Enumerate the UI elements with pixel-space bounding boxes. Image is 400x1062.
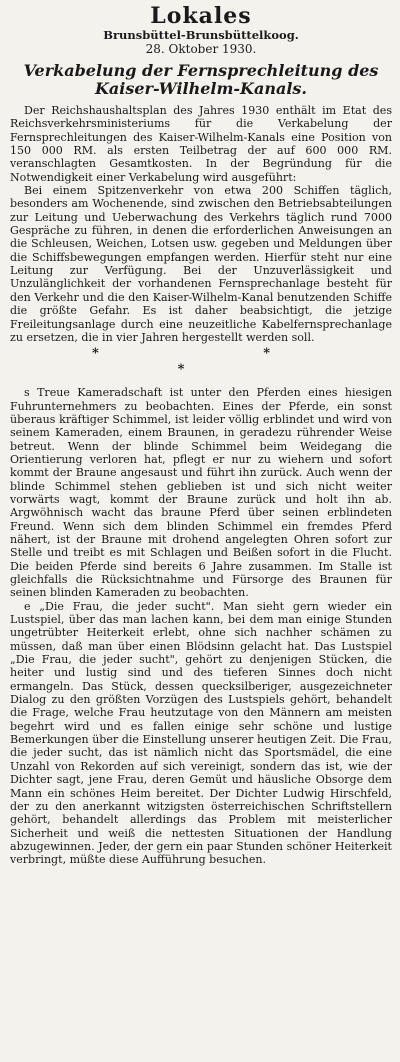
location-line: Brunsbüttel-Brunsbüttelkoog. [103,28,299,42]
article-comedy [10,600,392,867]
article-paragraph: s Treue Kameradschaft ist unter den Pferden eines hiesigen Fuhrunternehmers zu beobachten. Eines der Pferde, ein sonst überaus kräftiger Schimmel, ist leider völlig erblindet und wird von seinem Kameraden, einem Braunen, in geradezu rührender Weise betreut. Wenn der blinde Schimmel beim Weidegang die Orientierung verloren hat, pflegt er nur zu wiehern und sofort kommt der Braune angesaust und führt ihn zurück. Auch wenn der blinde Schimmel stehen geblieben ist und sich nicht weiter vorwärts wagt, kommt der Braune zurück und holt ihn ab. Argwöhnisch wacht das braune Pferd über seinen erblindeten Freund. Wenn sich dem blinden Schimmel ein fremdes Pferd nähert, ist der Braune mit drohend angelegten Ohren sofort zur Stelle und treibt es mit Schlagen und Beißen sofort in die Flucht. Die beiden Pferde sind bereits 6 Jahre zusammen. Im Stalle ist gleichfalls die Rücksichtnahme und Fürsorge des Braunen für seinen blinden Kameraden zu beobachten. [10,386,392,600]
dateline: 28. Oktober 1930. [145,42,257,56]
article-paragraph: e „Die Frau, die jeder sucht". Man sieht gern wieder ein Lustspiel, über das man lachen kann, bei dem man einige Stunden ungetrübter Heiterkeit erlebt, ohne sich nachher schämen zu müssen, daß man über einen Blödsinn gelacht hat. Das Lustspiel „Die Frau, die jeder sucht", gehört zu denjenigen Stücken, die heiter und lustig sind und des tieferen Sinnes doch nicht ermangeln. Das Stück, dessen quecksilberiger, ausgezeichneter Dialog zu den größten Vorzügen des Lustspiels gehört, behandelt die Frage, welche Frau heutzutage von den Männern am meisten begehrt wird und es fallen einige sehr schöne und lustige Bemerkungen über die Einstellung unserer heutigen Zeit. Die Frau, die jeder sucht, das ist nämlich nicht das Sportsmädel, die eine Unzahl von Rekorden auf sich vereinigt, sondern das ist, wie der Dichter sagt, jene Frau, deren Gemüt und häusliche Obsorge dem Mann ein schönes Heim bereitet. Der Dichter Ludwig Hirschfeld, der zu den anerkannt witzigsten österreichischen Schriftstellern gehört, behandelt allerdings das Problem mit meisterlicher Sicherheit und weiß die nettesten Situationen der Handlung abzugewinnen. Jeder, der gern ein paar Stunden schöner Heiterkeit verbringt, müßte diese Aufführung besuchen. [10,599,392,867]
section-separator: * * * [91,346,351,378]
masthead [10,4,392,57]
article-horses [10,386,392,600]
article-cable [10,62,392,344]
article-paragraph: Der Reichshaushaltsplan des Jahres 1930 enthält im Etat des Reichsverkehrsministeriums für die Verkabelung der Fernsprechleitungen des Kaiser-Wilhelm-Kanals eine Position von 150 000 RM. als ersten Teilbetrag der auf 600 000 RM. veranschlagten Gesamtkosten. In der Begründung für die Notwendigkeit einer Verkabelung wird ausgeführt: [10,104,392,184]
article-paragraph: Bei einem Spitzenverkehr von etwa 200 Schiffen täglich, besonders am Wochenende, sind zwischen den Betriebsabteilungen zur Leitung und Ueberwachung des Verkehrs täglich rund 7000 Gespräche zu führen, in denen die erforderlichen Anweisungen an die Schleusen, Weichen, Lotsen usw. gegeben und Meldungen über die Schiffsbewegungen empfangen werden. Hierfür steht nur eine Leitung zur Verfügung. Bei der Unzuverlässigkeit und Unzulänglichkeit der vorhandenen Fernsprechanlage besteht für den Verkehr und die den Kaiser-Wilhelm-Kanal benutzenden Schiffe die größte Gefahr. Es ist daher beabsichtigt, die jetzige Freileitungsanlage durch eine neuzeitliche Kabelfernsprechanlage zu ersetzen, die in vier Jahren hergestellt werden soll. [10,184,392,344]
article-headline: Verkabelung der Fernsprechleitung des Kaiser-Wilhelm-Kanals. [23,61,379,98]
section-title: Lokales [150,3,252,29]
